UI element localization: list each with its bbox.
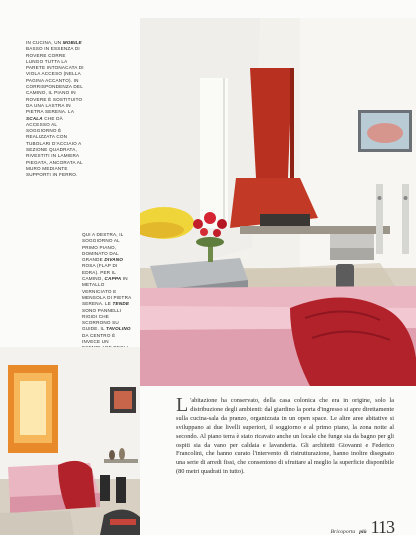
article-body xyxy=(176,394,394,477)
page-number: 113 xyxy=(370,517,394,537)
caption-text: IN METALLO VERNICIATO E MENSOLA DI PIETRA SERENA. LE xyxy=(82,276,132,307)
caption-text: CHE DÀ ACCESSO AL SOGGIORNO È REALIZZATA CON TUBOLARI D'ACCIAIO A SEZIONE QUADRATA, RIVESTITI IN LAMIERA PIEGATA, ANCORATA AL MURO MEDIANTE SUPPORTI IN FERRO. xyxy=(26,115,83,178)
caption-keyword: MOBILE xyxy=(62,40,82,45)
caption-kitchen xyxy=(26,40,84,179)
footer-brand: Bricoporta xyxy=(330,529,356,535)
article-paragraph: 'abitazione ha conservato, della casa colonica che era in origine, solo la distribuzione degli ambienti: dal giardino la porta d'ingresso si apre direttamente sulla cucina-sala da pranzo, organizzata in un open space. Le altre aree abitative si sviluppano ai due livelli superiori, il soggiorno e al primo piano, la zona notte al secondo. Al piano terra è stato ricavato anche un locale che funge sia da bagno per gli ospiti sia da vano per caldaia e lavanderia. Gli architetti Giovanni e Federico Francolini, che hanno curato l'intervento di ristrutturazione, hanno inoltre disegnato una serie di arredi fissi, che consentono di sfruttare al meglio la superficie disponibile (80 metri quadrati in tutto). xyxy=(176,397,394,476)
caption-text: ROSA (FLAP DI EDRA). PER IL CAMINO, xyxy=(82,263,118,282)
drop-cap: L xyxy=(176,394,189,416)
caption-living-room xyxy=(82,232,132,358)
caption-text: SONO PANNELLI RIGIDI CHE SCORRONO SU GUIDE. IL xyxy=(82,307,122,332)
caption-keyword: TENDE xyxy=(112,301,130,307)
caption-keyword: SCALA xyxy=(26,115,43,121)
kitchen-illustration xyxy=(0,347,140,535)
living-room-photo xyxy=(140,18,416,386)
caption-keyword: CAPPA xyxy=(104,276,122,282)
caption-text: QUI A DESTRA, IL SOGGIORNO AL PRIMO PIANO, DOMINATO DAL GRANDE xyxy=(82,232,124,263)
living-room-illustration xyxy=(140,18,416,386)
caption-text: BASSO IN ESSENZA DI ROVERE CORRE LUNGO TUTTA LA PARETE INTONACATA DI VIOLA ACCESO (NELLA PAGINA ACCANTO). IN CORRISPONDENZA DEL CAMINO, IL PIANO IN ROVERE È SOSTITUITO DA UNA LASTRA IN PIETRA SERENA. LA xyxy=(26,46,84,115)
kitchen-photo xyxy=(0,347,140,535)
caption-keyword: TAVOLINO xyxy=(106,326,131,332)
caption-keyword: DIVANO xyxy=(104,257,124,263)
caption-text: DA CENTRO È INVECE UN xyxy=(82,332,116,345)
footer-sub: più xyxy=(359,529,367,535)
caption-text: IN CUCINA, UN xyxy=(26,40,63,45)
